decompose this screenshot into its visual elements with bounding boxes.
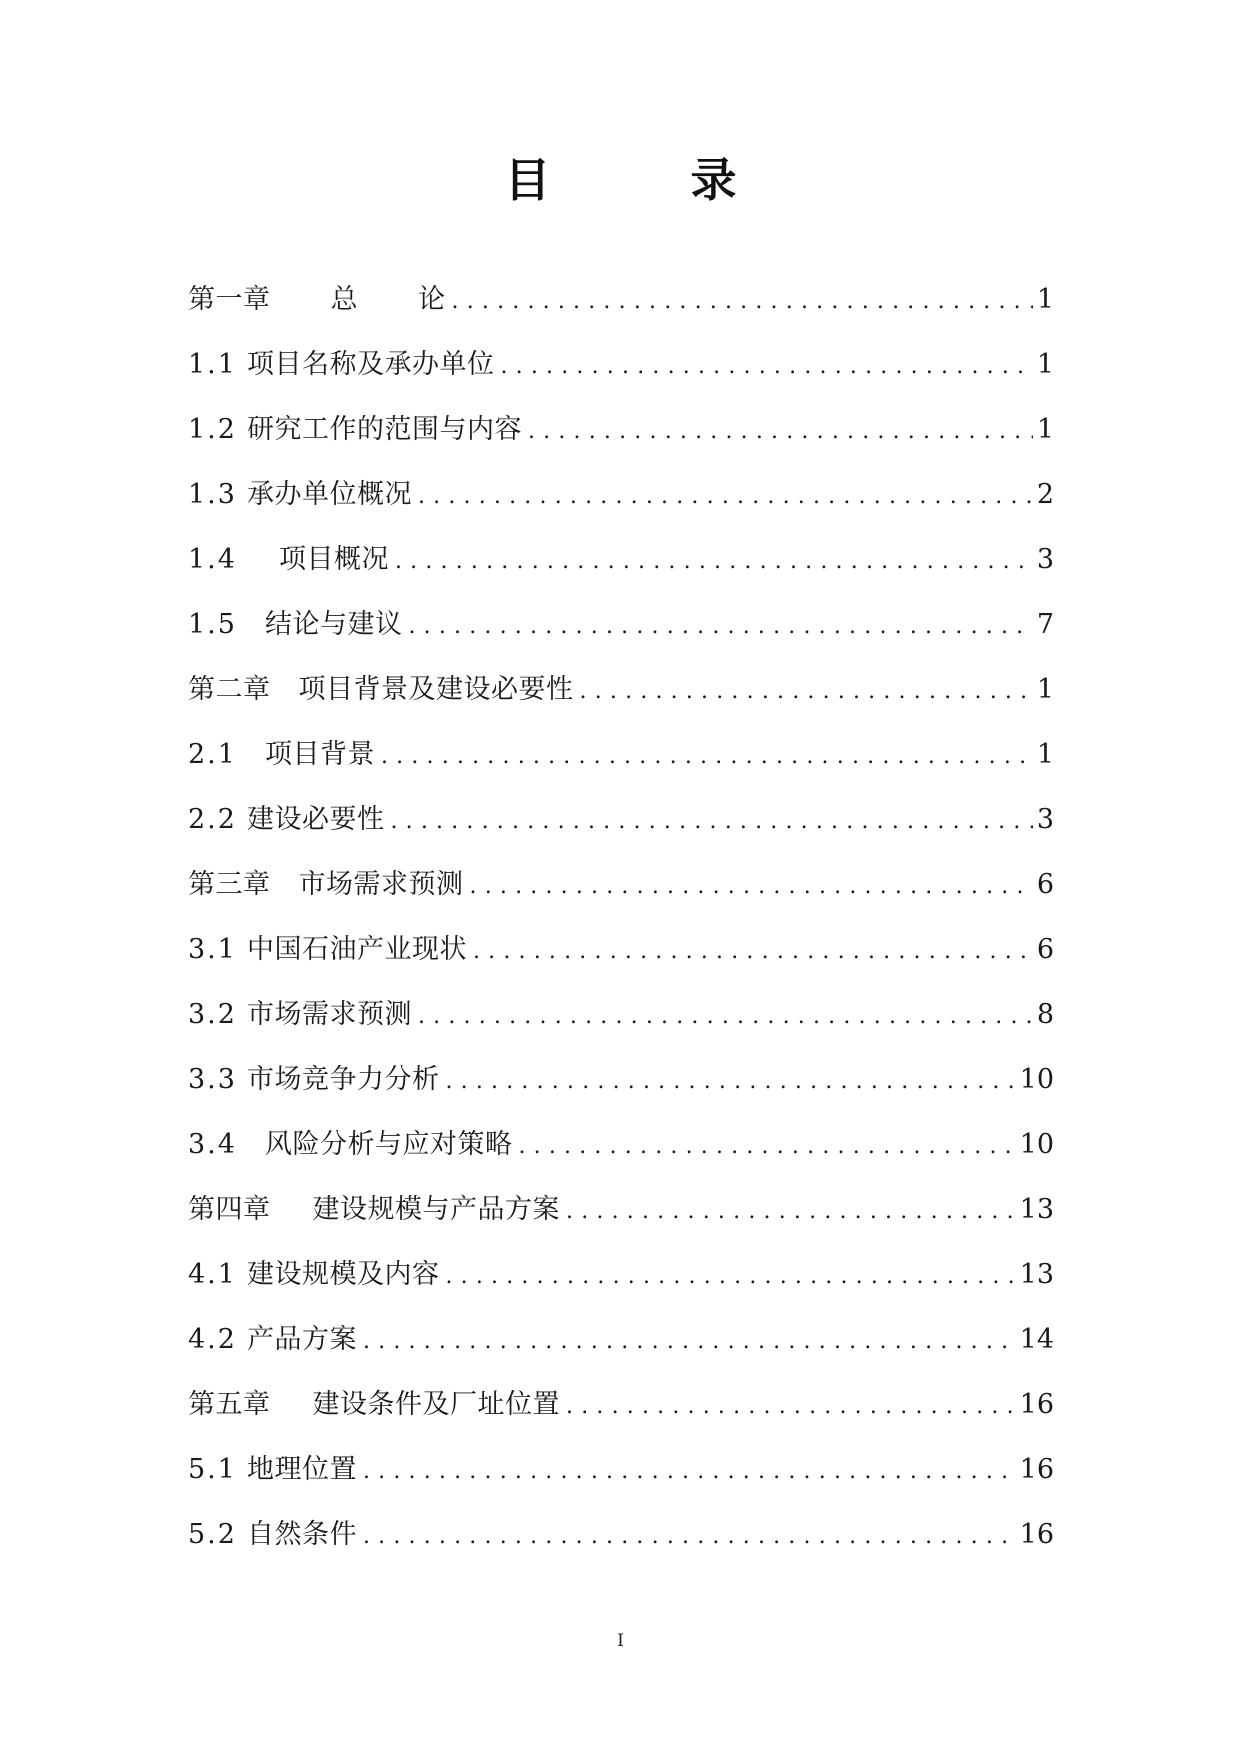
dot-leader <box>363 1316 1016 1368</box>
toc-entry-1-2[interactable] <box>188 404 1054 469</box>
dot-leader <box>518 1121 1015 1173</box>
dot-leader <box>470 861 1033 913</box>
toc-entry-chapter-4[interactable] <box>188 1184 1054 1249</box>
section-title: 项目背景 <box>264 739 375 770</box>
section-number: 1.2 <box>188 414 237 445</box>
toc-page-number: 16 <box>1019 1389 1054 1420</box>
toc-entry-label <box>188 404 522 456</box>
toc-entry-label <box>188 794 384 846</box>
dot-leader <box>566 1381 1016 1433</box>
chapter-prefix: 第五章 <box>188 1389 271 1420</box>
toc-entry-chapter-1[interactable] <box>188 274 1054 339</box>
toc-entry-4-2[interactable] <box>188 1314 1054 1379</box>
section-title: 项目名称及承办单位 <box>246 349 495 380</box>
chapter-title: 项目背景及建设必要性 <box>298 674 574 705</box>
dot-leader <box>363 1446 1016 1498</box>
dot-leader <box>395 536 1033 588</box>
toc-entry-label <box>188 1379 560 1431</box>
section-title: 产品方案 <box>246 1324 357 1355</box>
toc-page-number: 13 <box>1019 1259 1054 1290</box>
toc-entry-label <box>188 1314 357 1366</box>
toc-page-number: 1 <box>1036 414 1054 445</box>
toc-entry-2-1[interactable] <box>188 729 1054 794</box>
section-number: 4.1 <box>188 1259 237 1290</box>
toc-page-number: 10 <box>1019 1064 1054 1095</box>
section-title: 市场需求预测 <box>246 999 412 1030</box>
dot-leader <box>418 471 1033 523</box>
toc-entry-label <box>188 1444 357 1496</box>
section-title: 市场竞争力分析 <box>246 1064 440 1095</box>
toc-entry-label <box>188 1249 439 1301</box>
toc-entry-4-1[interactable] <box>188 1249 1054 1314</box>
toc-entry-1-5[interactable] <box>188 599 1054 664</box>
dot-leader <box>445 1251 1015 1303</box>
chapter-title: 市场需求预测 <box>298 869 464 900</box>
toc-page-number: 16 <box>1019 1454 1054 1485</box>
section-number: 1.4 <box>188 544 237 575</box>
dot-leader <box>408 601 1032 653</box>
toc-page-number: 1 <box>1036 739 1054 770</box>
toc-page-number: 1 <box>1036 349 1054 380</box>
section-number: 5.1 <box>188 1454 237 1485</box>
toc-entry-label <box>188 1119 512 1171</box>
toc-page-number: 13 <box>1019 1194 1054 1225</box>
toc-page-number: 8 <box>1036 999 1054 1030</box>
toc-entry-3-4[interactable] <box>188 1119 1054 1184</box>
section-number: 3.4 <box>188 1129 237 1160</box>
toc-entry-5-2[interactable] <box>188 1509 1054 1574</box>
toc-entry-1-1[interactable] <box>188 339 1054 404</box>
toc-entry-label <box>188 274 446 326</box>
toc-entry-label <box>188 534 389 586</box>
toc-entry-1-4[interactable] <box>188 534 1054 599</box>
dot-leader <box>363 1511 1016 1563</box>
toc-page-number: 1 <box>1036 284 1054 315</box>
section-number: 4.2 <box>188 1324 237 1355</box>
section-title: 承办单位概况 <box>246 479 412 510</box>
chapter-prefix: 第四章 <box>188 1194 271 1225</box>
section-title: 建设必要性 <box>246 804 385 835</box>
toc-entry-label <box>188 599 402 651</box>
toc-page-number: 3 <box>1036 544 1054 575</box>
toc-entry-5-1[interactable] <box>188 1444 1054 1509</box>
section-number: 1.1 <box>188 349 237 380</box>
toc-page-number: 6 <box>1036 869 1054 900</box>
toc-entry-label <box>188 729 375 781</box>
toc-entry-label <box>188 989 412 1041</box>
chapter-title-part-1: 总 <box>330 284 358 315</box>
toc-page-number: 6 <box>1036 934 1054 965</box>
section-number: 3.3 <box>188 1064 237 1095</box>
chapter-title: 建设规模与产品方案 <box>312 1194 560 1225</box>
toc-entry-label <box>188 1509 357 1561</box>
title-char-1: 目 <box>504 153 551 207</box>
toc-entry-label <box>188 859 464 911</box>
toc-page-number: 7 <box>1036 609 1054 640</box>
section-number: 2.2 <box>188 804 237 835</box>
section-title: 自然条件 <box>246 1519 357 1550</box>
dot-leader <box>566 1186 1016 1238</box>
toc-entry-3-1[interactable] <box>188 924 1054 989</box>
toc-page-number: 3 <box>1036 804 1054 835</box>
dot-leader <box>445 1056 1015 1108</box>
dot-leader <box>473 926 1033 978</box>
section-number: 3.2 <box>188 999 237 1030</box>
toc-entry-chapter-3[interactable] <box>188 859 1054 924</box>
section-number: 3.1 <box>188 934 237 965</box>
toc-entry-chapter-2[interactable] <box>188 664 1054 729</box>
toc-entry-chapter-5[interactable] <box>188 1379 1054 1444</box>
section-number: 5.2 <box>188 1519 237 1550</box>
dot-leader <box>452 276 1033 328</box>
toc-list <box>188 274 1054 1574</box>
section-number: 1.5 <box>188 609 237 640</box>
toc-entry-label <box>188 1054 439 1106</box>
section-title: 项目概况 <box>278 544 389 575</box>
section-title: 研究工作的范围与内容 <box>246 414 522 445</box>
section-title: 结论与建议 <box>264 609 403 640</box>
toc-entry-2-2[interactable] <box>188 794 1054 859</box>
toc-entry-label <box>188 664 574 716</box>
chapter-prefix: 第三章 <box>188 869 271 900</box>
section-title: 中国石油产业现状 <box>246 934 467 965</box>
section-number: 2.1 <box>188 739 237 770</box>
toc-entry-label <box>188 1184 560 1236</box>
chapter-prefix: 第二章 <box>188 674 271 705</box>
section-title: 建设规模及内容 <box>246 1259 440 1290</box>
section-title: 风险分析与应对策略 <box>264 1129 513 1160</box>
toc-page-number: 1 <box>1036 674 1054 705</box>
toc-page-number: 2 <box>1036 479 1054 510</box>
chapter-title-part-2: 论 <box>418 284 446 315</box>
chapter-title: 建设条件及厂址位置 <box>312 1389 560 1420</box>
title-char-2: 录 <box>690 153 737 207</box>
page-footer-number: I <box>617 1631 624 1651</box>
dot-leader <box>381 731 1033 783</box>
toc-entry-3-2[interactable] <box>188 989 1054 1054</box>
section-title: 地理位置 <box>246 1454 357 1485</box>
toc-page-number: 10 <box>1019 1129 1054 1160</box>
section-number: 1.3 <box>188 479 237 510</box>
dot-leader <box>390 796 1032 848</box>
toc-entry-label <box>188 924 467 976</box>
dot-leader <box>500 341 1032 393</box>
dot-leader <box>528 406 1033 458</box>
page-title <box>0 152 1241 208</box>
toc-entry-label <box>188 339 494 391</box>
toc-entry-3-3[interactable] <box>188 1054 1054 1119</box>
chapter-prefix: 第一章 <box>188 284 271 315</box>
dot-leader <box>418 991 1033 1043</box>
toc-page-number: 16 <box>1019 1519 1054 1550</box>
dot-leader <box>580 666 1033 718</box>
toc-page-number: 14 <box>1019 1324 1054 1355</box>
toc-entry-label <box>188 469 412 521</box>
toc-entry-1-3[interactable] <box>188 469 1054 534</box>
